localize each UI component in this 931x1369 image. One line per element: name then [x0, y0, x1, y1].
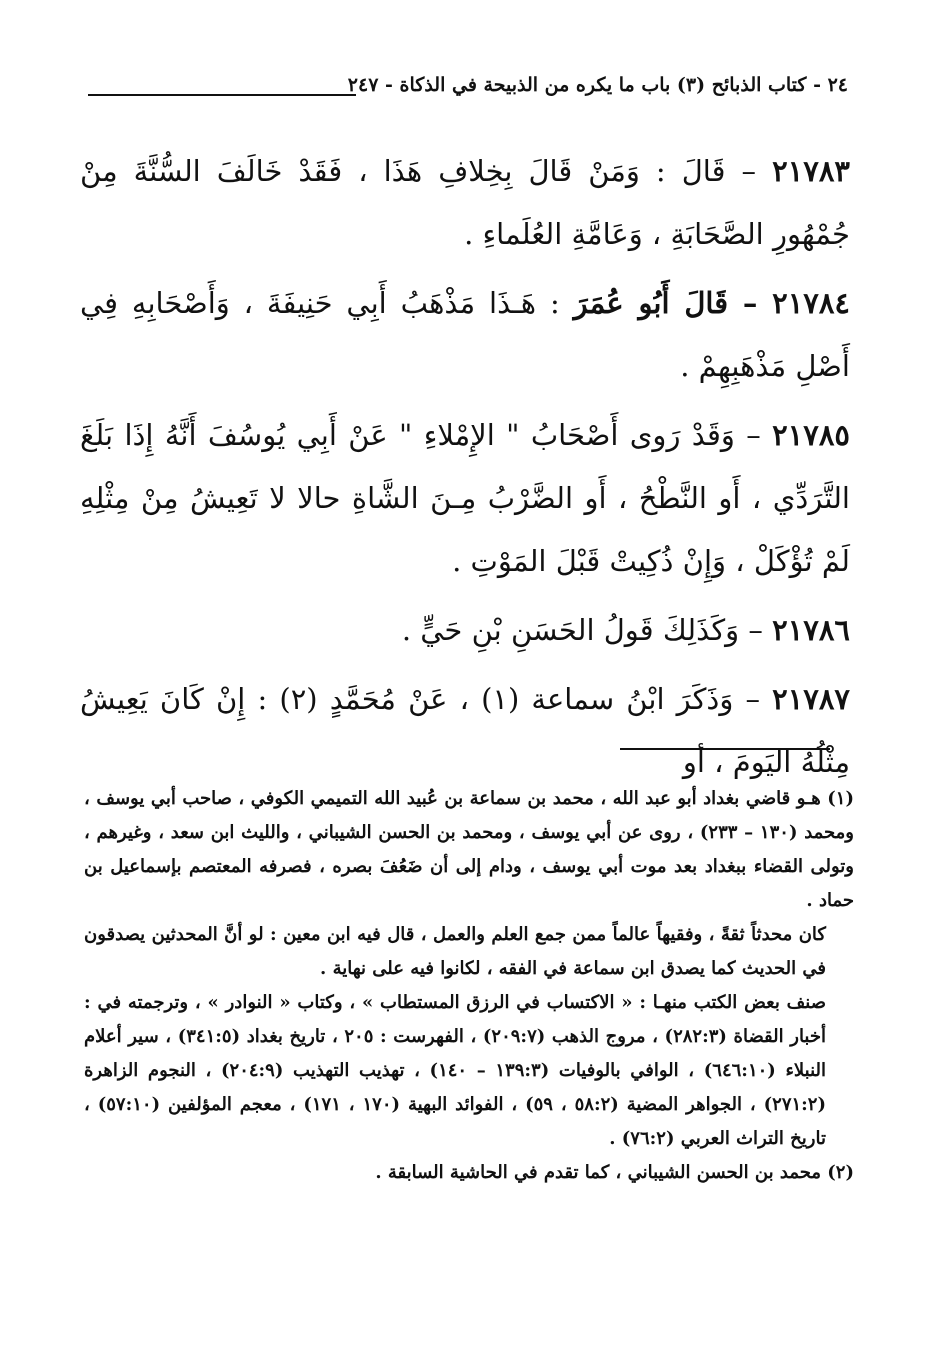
paragraph-lead: – قَالَ أَبُو عُمَرَ [573, 286, 773, 320]
paragraph-21787 [80, 668, 850, 794]
footnote-1-paragraph-3: صنف بعض الكتب منهـا : « الاكتساب في الرزق المستطاب » ، وكتاب « النوادر » ، وترجمته في : أخبار القضاة (٢٨٢:٣) ، مروج الذهب (٢٠٩:٧) ، الفهرست : ٢٠٥ ، تاريخ بغداد (٣٤١:٥) ، سير أعلام النبلاء (٦٤٦:١٠) ، الوافي بالوفيات (١٣٩:٣ – ١٤٠) ، تهذيب التهذيب (٢٠٤:٩) ، النجوم الزاهرة (٢٧١:٢) ، الجواهر المضية (٥٨:٢ ، ٥٩) ، الفوائد البهية (١٧٠ ، ١٧١) ، معجم المؤلفين (٥٧:١٠) ، تاريخ التراث العربي (٧٦:٢) . [84, 992, 827, 1149]
footnote-1: (١) هـو قاضي بغداد أبو عبد الله ، محمد بن سماعة بن عُبيد الله التميمي الكوفي ، صاحب أبي يوسف ، ومحمد (١٣٠ – ٢٣٣) ، روى عن أبي يوسف ، ومحمد بن الحسن الشيباني ، والليث ابن سعد ، وغيرهم ، وتولى القضاء ببغداد بعد موت أبي يوسف ، ودام إلى أن ضَعُفَ بصره ، فصرفه المعتصم بإسماعيل بن حماد . [84, 788, 854, 911]
footnote-1-paragraph-2: كان محدثاً ثقةً ، وفقيهاً عالماً ممن جمع العلم والعمل ، قال فيه ابن معين : لو أنَّ المحدثين يصدقون في الحديث كما يصدق ابن سماعة في الفقه ، لكانوا فيه على نهاية . [84, 924, 826, 979]
paragraph-text: – وَقَدْ رَوى أَصْحَابُ " الإِمْلاءِ " عَنْ أَبِي يُوسُفَ أَنَّهُ إِذَا بَلَغَ التَّرَدِّي ، أَو النَّطْحُ ، أَو الضَّرْبُ مِـنَ الشَّاةِ حالا لا تَعِيشُ مِنْ مِثْلِهِ لَمْ تُؤْكَلْ ، وَإِنْ ذُكِيتْ قَبْلَ المَوْتِ . [80, 418, 850, 578]
paragraph-number: ٢١٧٨٧ [772, 682, 850, 716]
paragraph-21785 [80, 404, 850, 593]
footnote-separator [620, 748, 830, 750]
paragraph-21786 [80, 599, 850, 662]
main-text [80, 140, 850, 800]
paragraph-number: ٢١٧٨٥ [772, 418, 850, 452]
paragraph-21783 [80, 140, 850, 266]
header-rule [88, 94, 356, 96]
paragraph-text: – قَالَ : وَمَنْ قَالَ بِخِلافِ هَذَا ، فَقَدْ خَالَفَ السُّنَّةَ مِنْ جُمْهُورِ الصَّحَابَةِ ، وَعَامَّةِ العُلَماءِ . [80, 154, 850, 251]
paragraph-text: – وَكَذَلِكَ قَولُ الحَسَنِ بْنِ حَيٍّ . [401, 613, 773, 647]
paragraph-number: ٢١٧٨٦ [772, 613, 850, 647]
footnote-2: (٢) محمد بن الحسن الشيباني ، كما تقدم في الحاشية السابقة . [375, 1162, 854, 1183]
paragraph-text: – وَذَكَرَ ابْنُ سماعة (١) ، عَنْ مُحَمَّدٍ (٢) : إِنْ كَانَ يَعِيشُ مِثْلُهُ اليَومَ ، أو [80, 682, 850, 779]
paragraph-number: ٢١٧٨٣ [772, 154, 850, 188]
running-header [88, 74, 848, 108]
paragraph-text: : هَـذَا مَذْهَبُ أَبِي حَنِيفَةَ ، وَأَصْحَابِهِ فِي أَصْلِ مَذْهَبِهِمْ . [80, 286, 850, 383]
paragraph-21784 [80, 272, 850, 398]
header-title: ٢٤ - كتاب الذبائح (٣) باب ما يكره من الذبيحة في الذكاة - ٢٤٧ [347, 74, 848, 96]
footnotes [84, 782, 854, 1190]
paragraph-number: ٢١٧٨٤ [772, 286, 851, 320]
